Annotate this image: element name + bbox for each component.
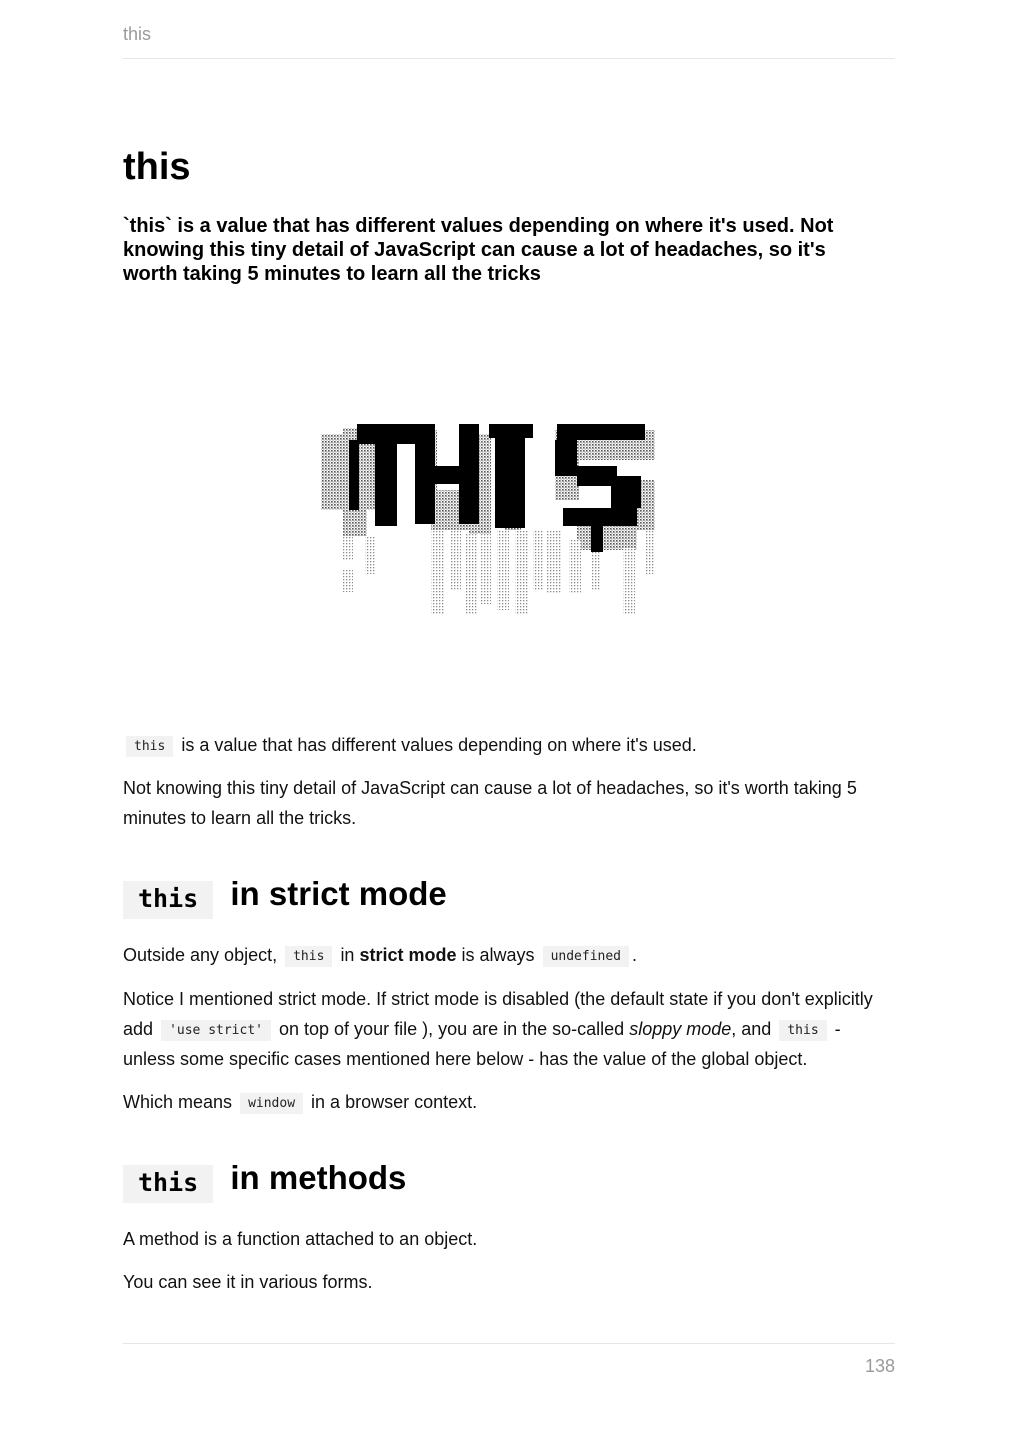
inline-code: window [240,1093,303,1114]
paragraph-text: - unless some specific cases mentioned here below - has the value of the global object. [123,1018,841,1069]
book-page [123,0,895,1440]
inline-code: this [779,1020,826,1041]
paragraph-text: Notice I mentioned strict mode. If strict mode is disabled (the default state if you don't explicitly add [123,989,873,1039]
methods-paragraph-1: A method is a function attached to an object. [123,1229,478,1249]
heading-text: in methods [230,1159,407,1196]
inline-code: 'use strict' [161,1020,271,1041]
footer-divider [123,1343,895,1344]
running-header: this [123,24,152,44]
strict-paragraph-3 [123,1088,895,1119]
methods-paragraph-2: You can see it in various forms. [123,1272,373,1292]
paragraph-text: , and [731,1018,772,1039]
paragraph-text: on top of your file ), you are in the so-called [279,1018,625,1039]
strict-paragraph-2 [123,985,895,1075]
paragraph-text: Which means [123,1092,233,1112]
heading-code: this [123,881,213,919]
intro-paragraph-2: Not knowing this tiny detail of JavaScript can cause a lot of headaches, so it's worth taking 5 minutes to learn all the tricks. [123,778,857,828]
paragraph-text: is always [461,945,535,965]
inline-code: this [285,946,332,967]
inline-code: this [126,736,173,757]
heading-text: in strict mode [230,875,447,912]
paragraph-text: in a browser context. [311,1092,478,1112]
hero-image [319,420,663,620]
italic-text: sloppy mode [629,1018,732,1039]
paragraph-text: Outside any object, [123,945,278,965]
page-number: 138 [864,1356,895,1376]
page-title: this [123,146,191,188]
strict-paragraph-1 [123,941,895,972]
heading-code: this [123,1165,213,1203]
paragraph-text: . [632,945,638,965]
subtitle: `this` is a value that has different values depending on where it's used. Not knowing this tiny detail of JavaScript can cause a lot of headaches, so it's worth taking 5 minutes to learn all the tricks [123,215,834,285]
section-heading-strict-mode [123,874,447,919]
intro-paragraph-1 [123,731,895,762]
inline-code: undefined [543,946,629,967]
paragraph-text: is a value that has different values depending on where it's used. [181,735,697,755]
pixel-this-logo-icon [319,420,663,620]
header-divider [123,58,895,59]
section-heading-methods [123,1158,406,1203]
bold-text: strict mode [359,945,457,965]
paragraph-text: in [340,945,355,965]
